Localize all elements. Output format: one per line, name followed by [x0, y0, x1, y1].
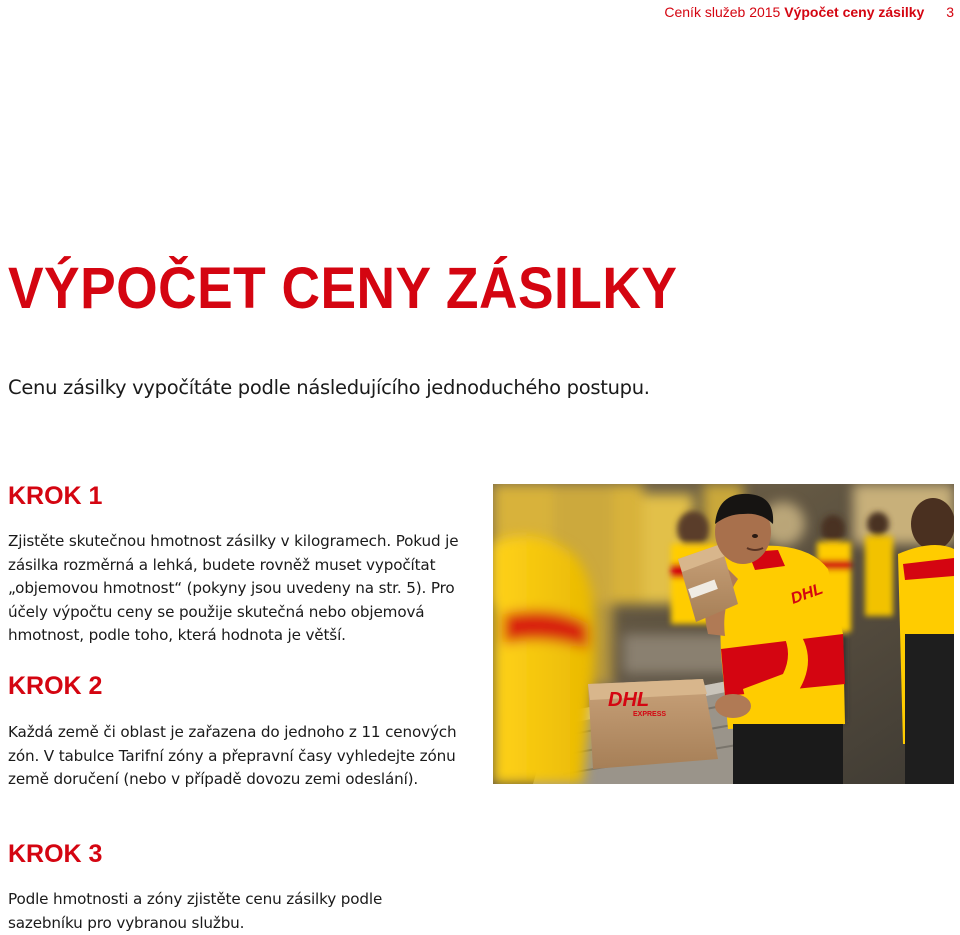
page-title: VÝPOČET CENY ZÁSILKY	[8, 256, 678, 321]
intro-text: Cenu zásilky vypočítáte podle následujícího jednoduchého postupu.	[8, 376, 650, 399]
step-1-text: Zjistěte skutečnou hmotnost zásilky v kilogramech. Pokud je zásilka rozměrná a lehká, budete rovněž muset vypočítat „objemovou hmotnost“ (pokyny jsou uvedeny na str. 5). Pro účely výpočtu ceny se použije skutečná nebo objemová hmotnost, podle toho, která hodnota je větší.	[8, 532, 459, 644]
courier-photo	[493, 484, 954, 784]
step-2-heading: KROK 2	[8, 672, 103, 700]
shirt-dhl-logo: DHL	[788, 580, 826, 608]
box-dhl-logo: DHL	[608, 689, 650, 711]
step-1-heading: KROK 1	[8, 482, 103, 510]
header-section-title: Výpočet ceny zásilky	[784, 4, 925, 20]
step-3-heading: KROK 3	[8, 840, 103, 868]
running-header	[664, 4, 954, 20]
step-2-text: Každá země či oblast je zařazena do jednoho z 11 cenových zón. V tabulce Tarifní zóny a přepravní časy vyhledejte zónu země doručení (nebo v případě dovozu zemi odeslání).	[8, 723, 457, 788]
step-3-text: Podle hmotnosti a zóny zjistěte cenu zásilky podle sazebníku pro vybranou službu.	[8, 890, 383, 932]
box-express-label: EXPRESS	[633, 711, 667, 718]
header-doc-title: Ceník služeb 2015	[664, 4, 781, 20]
courier-photo-illustration	[493, 484, 954, 784]
page-number: 3	[946, 4, 954, 20]
